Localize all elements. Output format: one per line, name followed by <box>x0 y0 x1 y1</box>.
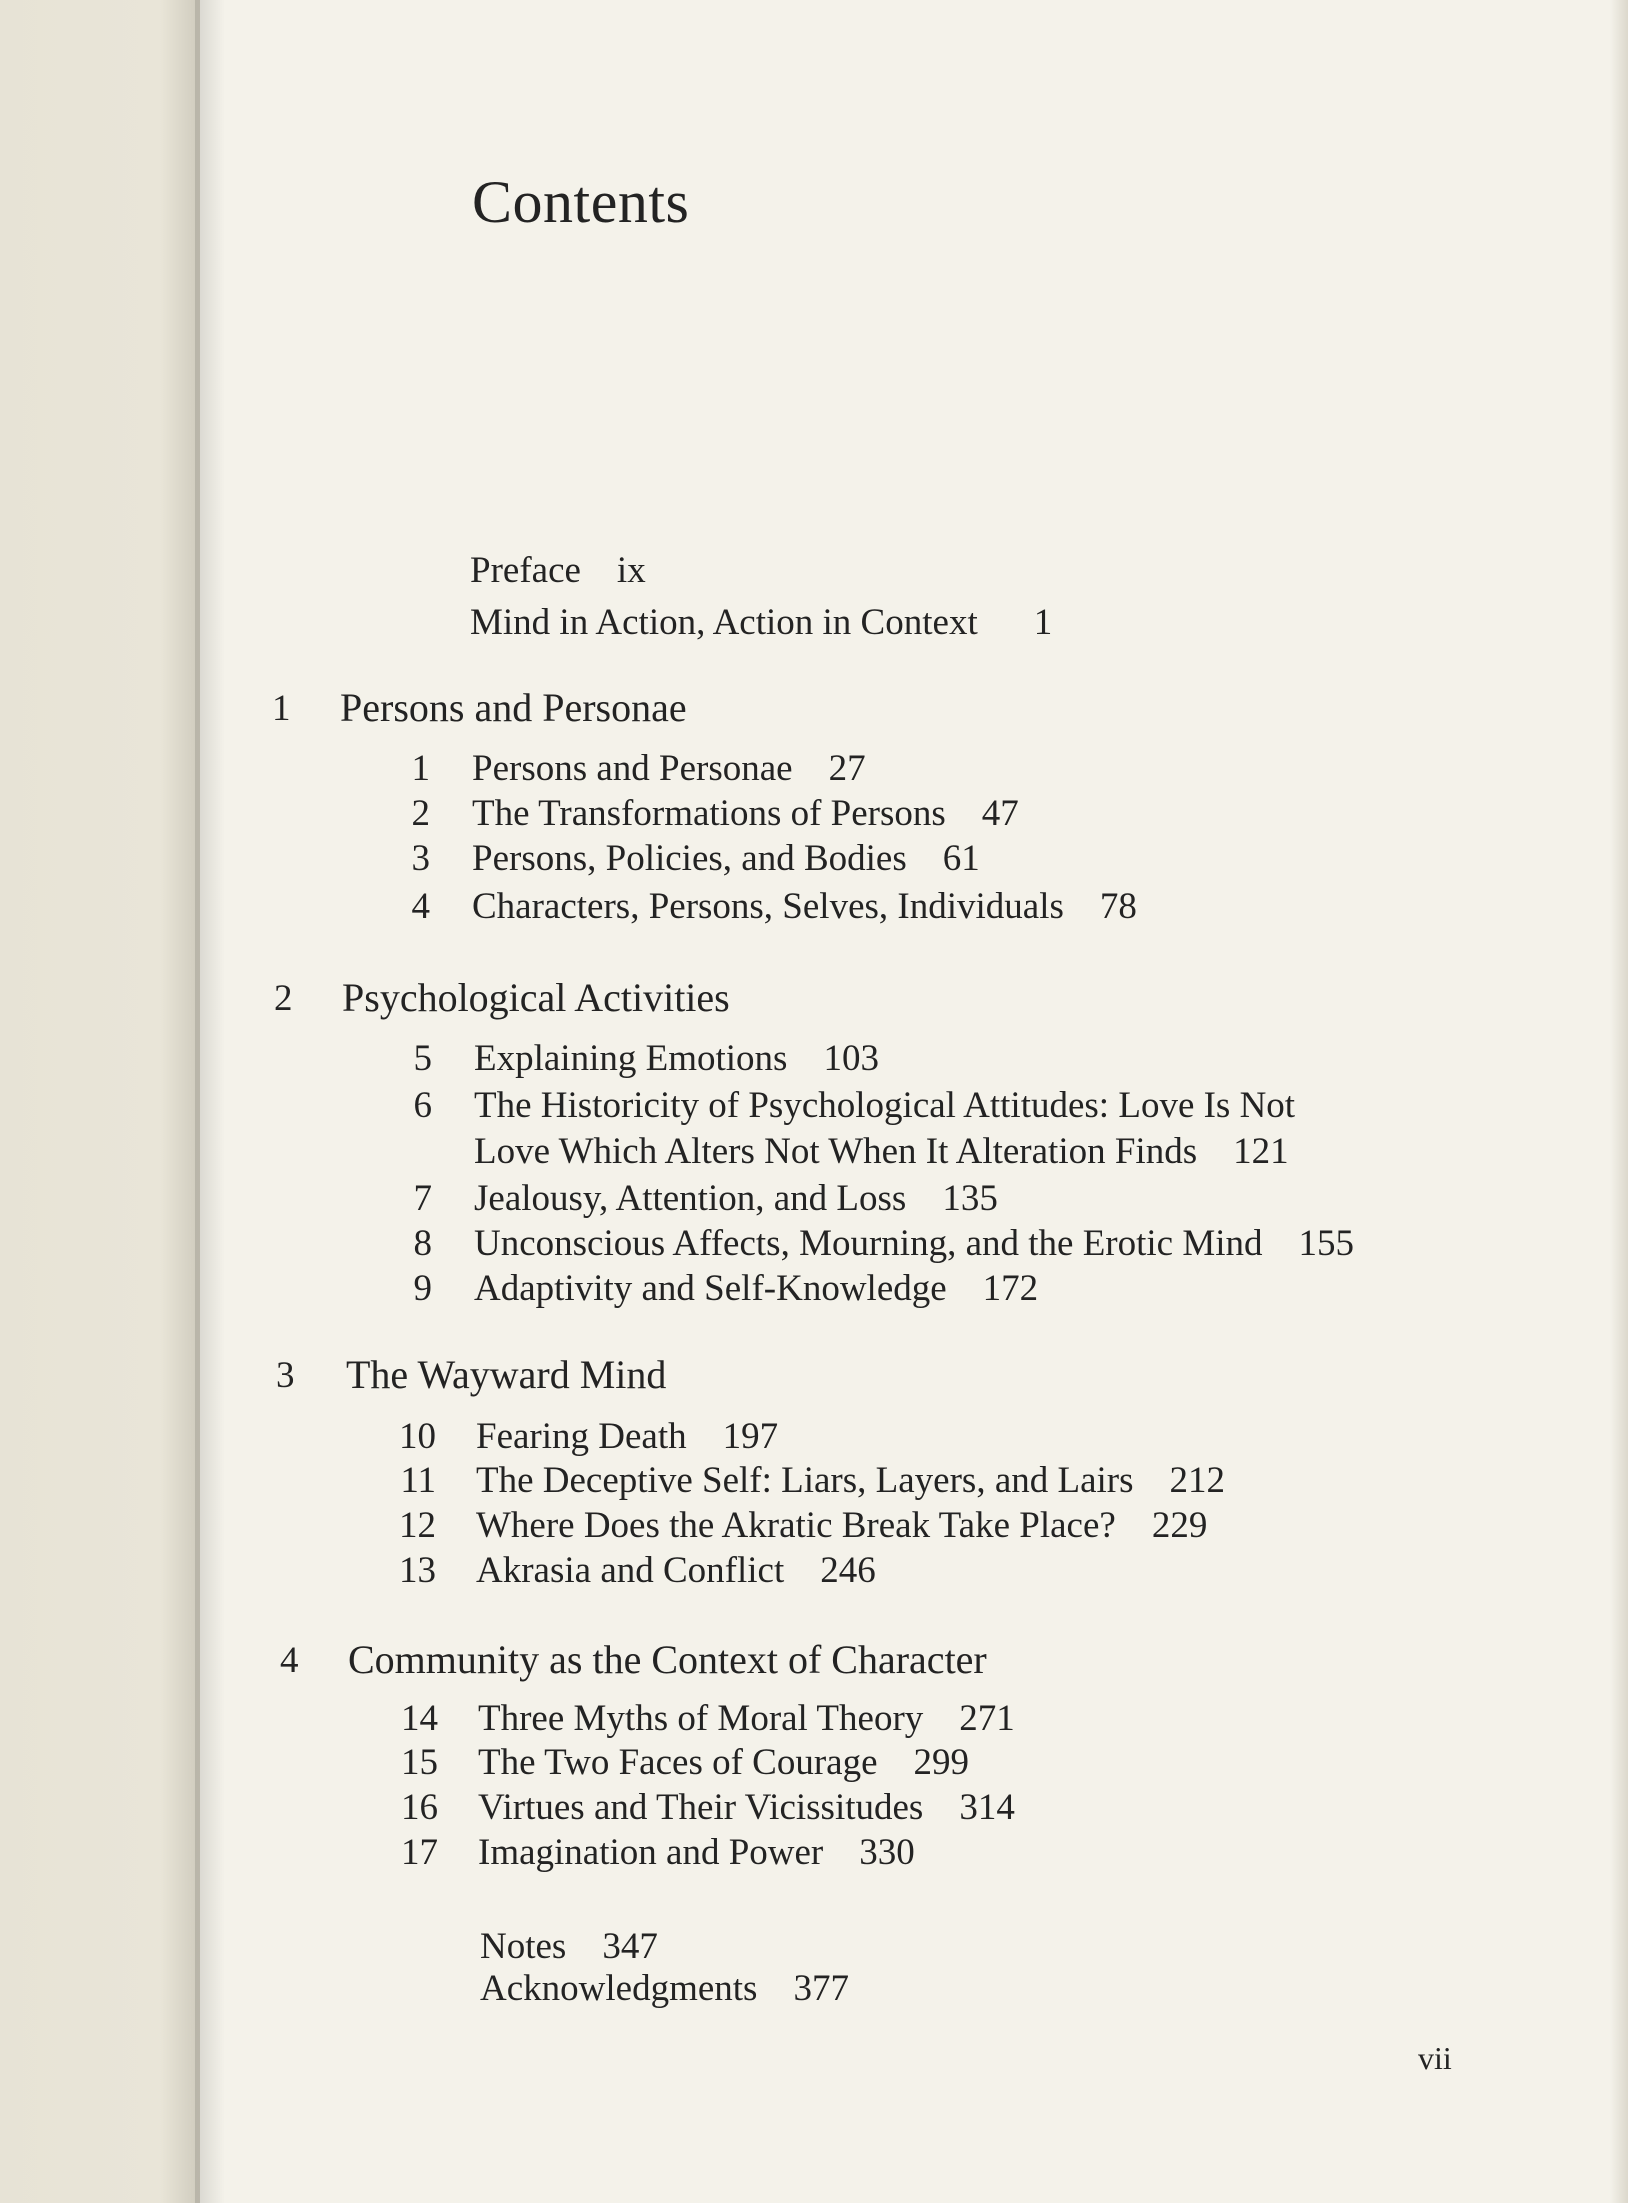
entry-label: Preface <box>470 550 581 591</box>
chapter-title: Virtues and Their Vicissitudes <box>478 1787 924 1828</box>
chapter-title: Jealousy, Attention, and Loss <box>474 1178 907 1219</box>
toc-chapter[interactable] <box>476 1418 778 1455</box>
chapter-number: 2 <box>411 793 430 834</box>
part-number: 3 <box>276 1355 295 1396</box>
chapter-page: 246 <box>820 1550 876 1591</box>
chapter-page: 229 <box>1151 1505 1208 1546</box>
chapter-number: 7 <box>413 1178 432 1219</box>
chapter-page: 103 <box>823 1038 879 1079</box>
chapter-number: 3 <box>411 838 430 879</box>
part-number: 2 <box>274 978 293 1019</box>
chapter-number: 14 <box>401 1698 438 1739</box>
chapter-number: 9 <box>413 1268 432 1309</box>
part-number: 4 <box>280 1640 299 1681</box>
chapter-title: Persons, Policies, and Bodies <box>472 838 907 879</box>
chapter-number: 1 <box>411 748 430 789</box>
chapter-title: Where Does the Akratic Break Take Place? <box>476 1505 1116 1546</box>
part-title[interactable]: The Wayward Mind <box>346 1352 667 1397</box>
entry-page: 1 <box>1033 602 1053 643</box>
chapter-page: 135 <box>942 1178 998 1219</box>
chapter-page: 299 <box>913 1742 970 1783</box>
chapter-number: 16 <box>401 1787 438 1828</box>
toc-chapter[interactable] <box>474 1040 879 1077</box>
chapter-title: Three Myths of Moral Theory <box>478 1698 924 1739</box>
chapter-number: 5 <box>413 1038 432 1079</box>
toc-chapter[interactable] <box>478 1834 915 1871</box>
page-number: vii <box>1418 2040 1452 2076</box>
chapter-number: 11 <box>400 1460 436 1501</box>
part-title[interactable]: Community as the Context of Character <box>348 1637 987 1682</box>
chapter-title: The Deceptive Self: Liars, Layers, and Lairs <box>476 1460 1134 1501</box>
chapter-page: 330 <box>859 1832 915 1873</box>
chapter-title: The Historicity of Psychological Attitudes: Love Is Not <box>474 1085 1296 1126</box>
toc-chapter[interactable] <box>474 1270 1038 1307</box>
entry-page: 347 <box>602 1926 658 1967</box>
entry-page: 377 <box>793 1968 849 2009</box>
toc-entry-notes[interactable] <box>480 1928 658 1965</box>
chapter-title: Fearing Death <box>476 1416 687 1457</box>
toc-chapter[interactable] <box>476 1507 1207 1544</box>
chapter-number: 13 <box>399 1550 436 1591</box>
entry-page: ix <box>616 550 646 591</box>
chapter-number: 10 <box>399 1416 436 1457</box>
chapter-title: Adaptivity and Self-Knowledge <box>474 1268 947 1309</box>
toc-chapter[interactable] <box>472 840 980 877</box>
toc-entry-preface[interactable] <box>470 552 646 589</box>
chapter-page: 121 <box>1233 1131 1289 1172</box>
part-title[interactable]: Persons and Personae <box>340 685 687 730</box>
chapter-page: 27 <box>828 748 866 789</box>
entry-label: Notes <box>480 1926 567 1967</box>
toc-chapter[interactable] <box>472 888 1137 925</box>
page-title: Contents <box>472 169 690 235</box>
toc-chapter[interactable] <box>478 1789 1015 1826</box>
toc-chapter[interactable] <box>476 1462 1225 1499</box>
chapter-title: The Two Faces of Courage <box>478 1742 878 1783</box>
toc-chapter[interactable] <box>474 1225 1354 1262</box>
chapter-title: Akrasia and Conflict <box>476 1550 785 1591</box>
toc-chapter[interactable] <box>474 1087 1295 1124</box>
chapter-title: Imagination and Power <box>478 1832 824 1873</box>
toc-entry-introduction[interactable] <box>470 604 1052 641</box>
chapter-page: 212 <box>1169 1460 1226 1501</box>
chapter-number: 4 <box>411 886 430 927</box>
toc-chapter[interactable] <box>478 1700 1015 1737</box>
chapter-title-continued: Love Which Alters Not When It Alteration Finds <box>474 1131 1198 1172</box>
chapter-page: 271 <box>959 1698 1015 1739</box>
facing-page <box>0 0 200 2203</box>
chapter-number: 8 <box>413 1223 432 1264</box>
page-edge <box>1610 0 1628 2203</box>
chapter-title: Unconscious Affects, Mourning, and the Erotic Mind <box>474 1223 1263 1264</box>
toc-chapter[interactable] <box>472 795 1019 832</box>
part-number: 1 <box>272 688 291 729</box>
chapter-title: The Transformations of Persons <box>472 793 946 834</box>
toc-chapter[interactable] <box>474 1180 998 1217</box>
chapter-page: 155 <box>1298 1223 1355 1264</box>
chapter-number: 15 <box>401 1742 438 1783</box>
entry-label: Acknowledgments <box>480 1968 758 2009</box>
chapter-title: Persons and Personae <box>472 748 793 789</box>
toc-chapter[interactable] <box>472 750 866 787</box>
chapter-page: 197 <box>722 1416 779 1457</box>
book-gutter <box>195 0 225 2203</box>
part-title[interactable]: Psychological Activities <box>342 975 730 1020</box>
chapter-number: 17 <box>401 1832 438 1873</box>
chapter-number: 6 <box>413 1085 432 1126</box>
toc-entry-acknowledgments[interactable] <box>480 1970 849 2007</box>
chapter-title: Explaining Emotions <box>474 1038 788 1079</box>
chapter-page: 172 <box>982 1268 1039 1309</box>
toc-chapter[interactable] <box>476 1552 876 1589</box>
toc-chapter[interactable] <box>478 1744 969 1781</box>
entry-label: Mind in Action, Action in Context <box>470 602 978 643</box>
chapter-page: 61 <box>942 838 980 879</box>
chapter-title: Characters, Persons, Selves, Individuals <box>472 886 1064 927</box>
chapter-page: 47 <box>981 793 1019 834</box>
toc-chapter-continuation[interactable] <box>474 1133 1289 1170</box>
chapter-page: 78 <box>1099 886 1137 927</box>
chapter-page: 314 <box>959 1787 1015 1828</box>
chapter-number: 12 <box>399 1505 436 1546</box>
